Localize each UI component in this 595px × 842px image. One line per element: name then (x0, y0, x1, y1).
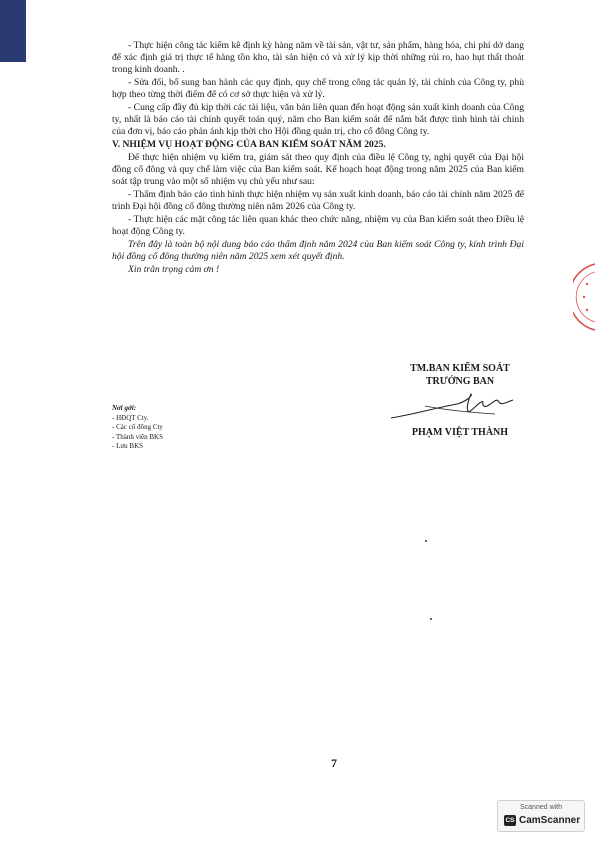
scan-edge-mark (0, 0, 26, 62)
recipient-item: - Lưu BKS (112, 442, 144, 450)
scan-speck (425, 540, 427, 542)
recipients-list (112, 404, 312, 452)
signature-org: TM.BAN KIỂM SOÁT (410, 363, 510, 374)
camscanner-logo-icon: CS (505, 817, 515, 824)
paragraph-task-audit: - Thẩm định báo cáo tình hình thực hiện nhiệm vụ sản xuất kinh doanh, báo cáo tài chính năm 2025 để trình Đại hội đồng cổ đông thường niên năm 2026 của Công ty. (112, 189, 524, 212)
red-seal-fragment (573, 262, 595, 332)
signature-title: TRƯỞNG BAN (425, 376, 495, 387)
signer-name: PHẠM VIỆT THÀNH (411, 427, 509, 438)
recipients-label: Nơi gởi: (112, 404, 137, 412)
recipient-item: - Các cổ đông Cty (112, 423, 163, 431)
handwritten-signature (385, 392, 535, 422)
recipient-item: - HĐQT Cty. (112, 413, 149, 422)
page-number: 7 (331, 756, 337, 770)
report-body (112, 40, 524, 277)
watermark-brand: CamScanner (519, 815, 581, 826)
scan-speck (430, 618, 432, 620)
paragraph-inventory: - Thực hiện công tác kiểm kê định kỳ hàng năm về tài sản, vật tư, sản phẩm, hàng hóa, chi phí dở dang để xác định giá trị thực tế hàng tồn kho, tài sản hiện có và xử lý kịp thời những rủi ro, hao hụt thất thoát trong kinh doanh. . (112, 40, 524, 75)
closing-statement: Trên đây là toàn bộ nội dung báo cáo thẩm định năm 2024 của Ban kiểm soát Công ty, kính trình Đại hội đồng cổ đông thường niên năm 2025 xem xét quyết định. (112, 239, 524, 262)
paragraph-tasks-intro: Để thực hiện nhiệm vụ kiểm tra, giám sát theo quy định của điều lệ Công ty, nghị quyết của Đại hội đồng cổ đông và quy chế làm việc của Ban kiểm soát. Kế hoạch hoạt động trong năm 2025 của Ban kiểm soát tập trung vào một số nhiệm vụ chủ yếu như sau: (112, 152, 524, 187)
watermark-caption: Scanned with (519, 804, 563, 811)
paragraph-regulations: - Sửa đổi, bổ sung ban hành các quy định, quy chế trong công tác quản lý, tài chính của Công ty, phù hợp theo từng thời điểm để có cơ sở thực hiện và xử lý. (112, 77, 524, 100)
paragraph-documents: - Cung cấp đầy đủ kịp thời các tài liệu, văn bản liên quan đến hoạt động sản xuất kinh doanh của Công ty, nhất là báo cáo tài chính quyết toán quý, năm cho Ban kiểm soát để nắm bắt được tình hình tài chính của đơn vị, báo cáo phản ánh kịp thời cho Hội đồng quản trị, cho cổ đông Công ty. (112, 102, 524, 137)
paragraph-task-other: - Thực hiện các mặt công tác liên quan khác theo chức năng, nhiệm vụ của Ban kiểm soát theo Điều lệ hoạt động Công ty. (112, 214, 524, 237)
signature-block (360, 362, 560, 439)
thanks-line: Xin trân trọng cảm ơn ! (128, 264, 220, 275)
camscanner-watermark (497, 800, 585, 832)
recipient-item: - Thành viên BKS (112, 432, 164, 441)
section-heading: V. NHIỆM VỤ HOẠT ĐỘNG CỦA BAN KIỂM SOÁT NĂM 2025. (112, 139, 386, 150)
